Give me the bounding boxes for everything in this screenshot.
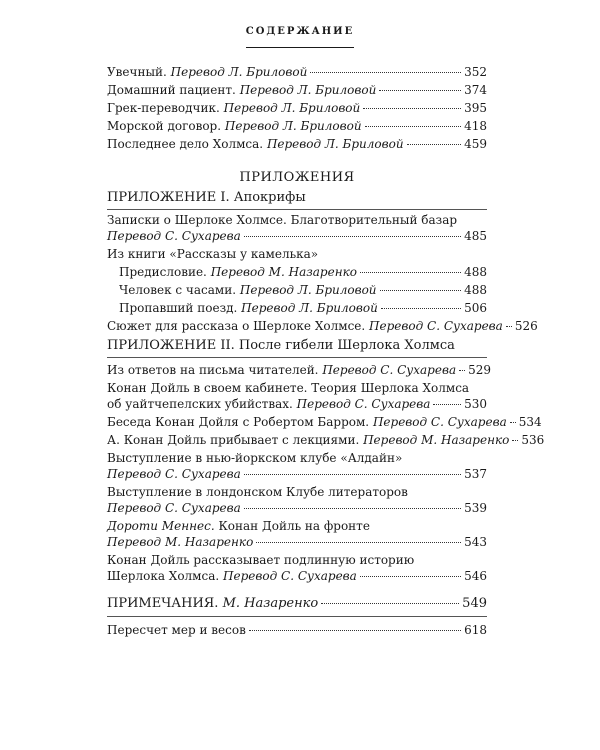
header-rule <box>246 47 354 48</box>
toc-entry[interactable] <box>107 362 492 378</box>
entry-title: Беседа Конан Дойля с Робертом Барром. <box>107 415 370 429</box>
leader-dots <box>249 630 461 631</box>
page-number: 529 <box>468 363 492 377</box>
entry-translator: Перевод С. Сухарева <box>223 569 357 583</box>
entry-translator: Перевод С. Сухарева <box>107 501 241 515</box>
toc-entry[interactable] <box>107 100 487 116</box>
toc-subentry[interactable] <box>119 300 487 316</box>
entry-translator: Перевод С. Сухарева <box>372 415 507 429</box>
leader-dots <box>244 236 461 237</box>
page-number: 374 <box>464 83 487 97</box>
appendix-2-title[interactable]: ПРИЛОЖЕНИЕ II. После гибели Шерлока Холмса <box>107 338 455 353</box>
toc-entry-notes[interactable] <box>107 596 487 612</box>
leader-dots <box>360 576 461 577</box>
entry-translator: Перевод М. Назаренко <box>107 535 254 549</box>
leader-dots <box>433 404 461 405</box>
entry-title: Увечный. <box>107 65 167 79</box>
page-number: 488 <box>464 283 487 297</box>
entry-line[interactable]: Конан Дойль рассказывает подлинную историю <box>107 553 415 567</box>
entry-title: Пропавший поезд. <box>119 301 238 315</box>
entry-translator: Перевод Л. Бриловой <box>239 283 377 297</box>
leader-dots <box>381 308 461 309</box>
entry-title: Последнее дело Холмса. <box>107 137 264 151</box>
toc-subentry[interactable] <box>119 264 487 280</box>
entry-title: Предисловие. <box>119 265 207 279</box>
page-number: 539 <box>464 501 487 515</box>
entry-title: Шерлока Холмса. <box>107 569 220 583</box>
leader-dots <box>459 370 465 371</box>
leader-dots <box>506 326 512 327</box>
divider <box>107 616 487 617</box>
toc-entry-measures[interactable] <box>107 622 487 638</box>
entry-line[interactable]: Записки о Шерлоке Холмсе. Благотворительный базар <box>107 213 458 227</box>
entry-translator: Перевод Л. Бриловой <box>241 301 378 315</box>
page-number: 546 <box>464 569 487 583</box>
entry-translator: Перевод С. Сухарева <box>107 467 241 481</box>
entry-title: Домашний пациент. <box>107 83 236 97</box>
toc-entry[interactable] <box>107 118 487 134</box>
entry-title: А. Конан Дойль прибывает с лекциями. <box>107 433 360 447</box>
entry-translator: Перевод С. Сухарева <box>296 397 431 411</box>
entry-translator: Перевод М. Назаренко <box>363 433 510 447</box>
entry-line[interactable]: Конан Дойль в своем кабинете. Теория Шерлока Холмса <box>107 381 470 395</box>
entry-translator: Перевод С. Сухарева <box>322 363 457 377</box>
page-number: 352 <box>464 65 487 79</box>
page-number: 537 <box>464 467 487 481</box>
page-number: 485 <box>464 229 487 243</box>
leader-dots <box>512 440 518 441</box>
leader-dots <box>380 290 462 291</box>
page-number: 536 <box>521 433 545 447</box>
page-number: 530 <box>464 397 487 411</box>
toc-entry[interactable] <box>107 534 487 550</box>
page-number: 459 <box>464 137 487 151</box>
entry-title: Морской договор. <box>107 119 222 133</box>
leader-dots <box>365 126 462 127</box>
appendices-title: ПРИЛОЖЕНИЯ <box>239 170 355 185</box>
entry-translator: Перевод Л. Бриловой <box>224 119 362 133</box>
entry-title: Сюжет для рассказа о Шерлоке Холмсе. <box>107 319 366 333</box>
entry-translator: Перевод М. Назаренко <box>210 265 357 279</box>
page-number: 534 <box>518 415 542 429</box>
appendix-1-title[interactable]: ПРИЛОЖЕНИЕ I. Апокрифы <box>107 190 306 205</box>
entry-author: М. Назаренко <box>222 596 319 611</box>
entry-title: об уайтчепелских убийствах. <box>107 397 293 411</box>
page-number: 418 <box>464 119 487 133</box>
leader-dots <box>256 542 461 543</box>
page-number: 395 <box>464 101 487 115</box>
toc-entry[interactable] <box>107 500 487 516</box>
toc-entry[interactable] <box>107 136 487 152</box>
entry-translator: Перевод Л. Бриловой <box>266 137 404 151</box>
page-number: 543 <box>464 535 487 549</box>
toc-subentry[interactable] <box>119 282 487 298</box>
leader-dots <box>379 90 461 91</box>
entry-line[interactable]: Из книги «Рассказы у камелька» <box>107 247 319 261</box>
entry-line[interactable]: Выступление в лондонском Клубе литераторов <box>107 485 408 499</box>
leader-dots <box>321 603 459 604</box>
entry-title: Человек с часами. <box>119 283 237 297</box>
toc-entry[interactable] <box>107 82 487 98</box>
page-number: 526 <box>514 319 538 333</box>
divider <box>107 209 487 210</box>
entry-translator: Перевод Л. Бриловой <box>170 65 308 79</box>
running-header: СОДЕРЖАНИЕ <box>245 26 355 37</box>
entry-translator: Перевод Л. Бриловой <box>223 101 361 115</box>
entry-author: Дороти Меннес. <box>107 519 215 533</box>
toc-entry[interactable] <box>107 432 545 448</box>
page-number: 549 <box>462 596 487 611</box>
toc-entry[interactable] <box>107 414 542 430</box>
page-number: 488 <box>464 265 487 279</box>
leader-dots <box>510 422 516 423</box>
toc-entry[interactable] <box>107 396 487 412</box>
page-number: 506 <box>464 301 487 315</box>
leader-dots <box>407 144 462 145</box>
page-number: 618 <box>464 623 487 637</box>
entry-translator: Перевод С. Сухарева <box>369 319 503 333</box>
entry-title: Из ответов на письма читателей. <box>107 363 319 377</box>
entry-title: Грек-переводчик. <box>107 101 220 115</box>
toc-entry[interactable] <box>107 466 487 482</box>
leader-dots <box>244 474 461 475</box>
entry-line[interactable] <box>107 518 487 534</box>
entry-title: Пересчет мер и весов <box>107 623 246 637</box>
entry-translator: Перевод С. Сухарева <box>107 229 241 243</box>
entry-title: ПРИМЕЧАНИЯ. <box>107 596 219 611</box>
entry-title: Конан Дойль на фронте <box>218 519 370 533</box>
entry-translator: Перевод Л. Бриловой <box>239 83 377 97</box>
entry-line[interactable]: Выступление в нью-йоркском клубе «Алдайн» <box>107 451 403 465</box>
toc-entry[interactable] <box>107 568 487 584</box>
leader-dots <box>310 72 461 73</box>
leader-dots <box>244 508 461 509</box>
leader-dots <box>363 108 461 109</box>
toc-entry[interactable] <box>107 228 487 244</box>
toc-entry[interactable] <box>107 318 538 334</box>
toc-entry[interactable] <box>107 64 487 80</box>
divider <box>107 357 487 358</box>
leader-dots <box>360 272 461 273</box>
